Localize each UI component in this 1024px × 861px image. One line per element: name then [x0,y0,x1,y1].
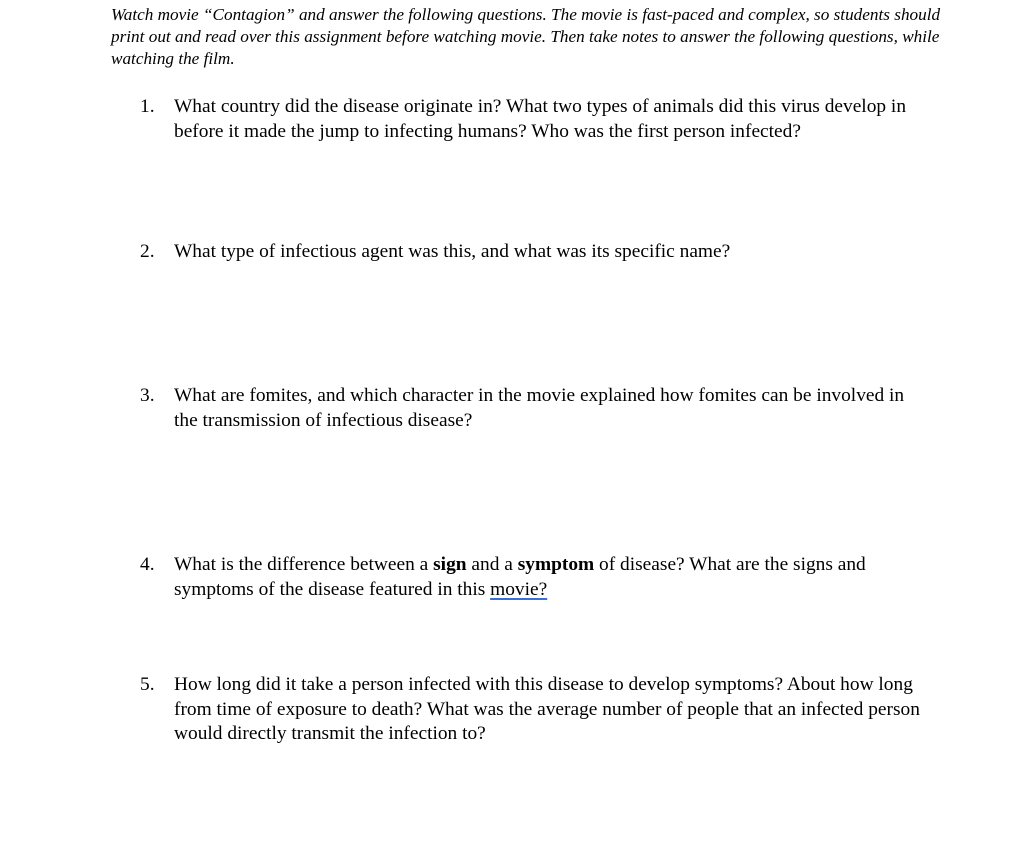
question-number: 5. [140,674,155,695]
question-text: How long did it take a person infected with this disease to develop symptoms? About how long from time of exposure to death? What was the average number of people that an infected person would directly transmit the infection to? [174,674,920,744]
bold-term-symptom: symptom [517,554,595,575]
question-4 [140,553,920,602]
question-text [174,553,920,602]
question-3 [140,384,920,433]
question-text-part: of disease? What are the signs and symptoms of the disease featured in this [174,554,866,600]
question-number: 2. [140,241,155,262]
question-text: What country did the disease originate in? What two types of animals did this virus develop in before it made the jump to infecting humans? Who was the first person infected? [174,96,907,142]
question-text-part: What is the difference between a [174,554,434,575]
question-5 [140,673,920,747]
question-number: 4. [140,554,155,575]
question-1 [140,95,920,144]
question-text: What type of infectious agent was this, and what was its specific name? [174,241,731,262]
question-2 [140,240,920,265]
question-text-part: and a [466,554,518,575]
instructions-paragraph: Watch movie “Contagion” and answer the following questions. The movie is fast-paced and complex, so students should print out and read over this assignment before watching movie. Then take notes to answer the following questions, while watching the film. [111,5,941,68]
question-number: 1. [140,96,155,117]
spellcheck-flagged-word[interactable]: movie? [490,578,548,600]
question-number: 3. [140,385,155,406]
question-text: What are fomites, and which character in the movie explained how fomites can be involved in the transmission of infectious disease? [174,385,905,431]
bold-term-sign: sign [433,554,467,575]
